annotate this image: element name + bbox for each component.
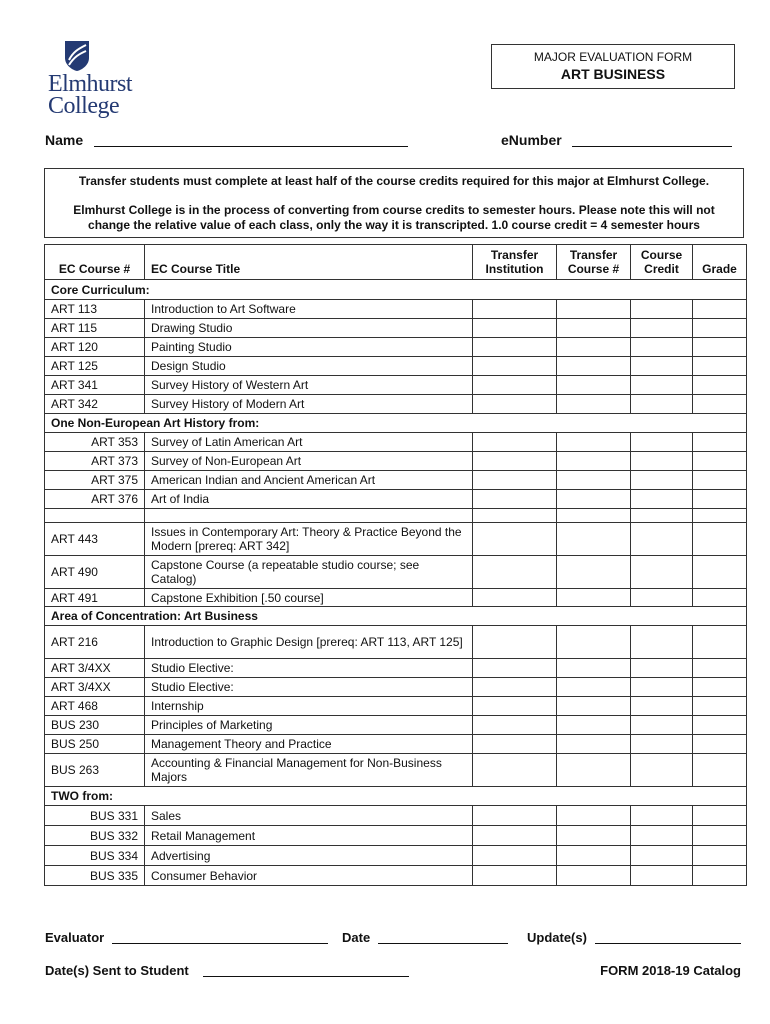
course-title: Survey of Latin American Art	[145, 433, 473, 452]
grade-cell[interactable]	[693, 300, 747, 319]
course-row	[45, 471, 747, 490]
grade-cell[interactable]	[693, 338, 747, 357]
course-number: ART 341	[45, 376, 145, 395]
course-row	[45, 866, 747, 886]
course-credit-cell[interactable]	[631, 556, 693, 589]
transfer-institution-cell[interactable]	[473, 300, 557, 319]
course-row	[45, 395, 747, 414]
course-number: ART 490	[45, 556, 145, 589]
course-credit-cell[interactable]	[631, 490, 693, 509]
transfer-institution-cell[interactable]	[473, 846, 557, 866]
transfer-course-cell[interactable]	[557, 716, 631, 735]
course-row	[45, 319, 747, 338]
grade-cell[interactable]	[693, 433, 747, 452]
course-title: Accounting & Financial Management for Non-Business Majors	[145, 754, 473, 787]
course-row	[45, 300, 747, 319]
transfer-course-cell[interactable]	[557, 589, 631, 607]
course-row	[45, 523, 747, 556]
transfer-institution-cell[interactable]	[473, 376, 557, 395]
transfer-course-cell[interactable]	[557, 754, 631, 787]
course-number: BUS 230	[45, 716, 145, 735]
transfer-course-cell[interactable]	[557, 471, 631, 490]
transfer-institution-cell[interactable]	[473, 338, 557, 357]
grade-cell[interactable]	[693, 556, 747, 589]
transfer-course-cell[interactable]	[557, 338, 631, 357]
course-row	[45, 806, 747, 826]
transfer-course-cell[interactable]	[557, 806, 631, 826]
sent-field[interactable]	[203, 976, 409, 977]
form-major: ART BUSINESS	[560, 66, 666, 82]
course-row	[45, 589, 747, 607]
course-row	[45, 735, 747, 754]
transfer-institution-cell[interactable]	[473, 678, 557, 697]
blank-cell	[473, 509, 557, 523]
transfer-course-cell[interactable]	[557, 826, 631, 846]
transfer-course-cell[interactable]	[557, 866, 631, 886]
grade-cell[interactable]	[693, 452, 747, 471]
course-title: Introduction to Art Software	[145, 300, 473, 319]
header-transfer-institution: Transfer Institution	[473, 245, 557, 280]
transfer-course-cell[interactable]	[557, 433, 631, 452]
section-title: TWO from:	[45, 787, 747, 806]
header-transfer-course: Transfer Course #	[557, 245, 631, 280]
course-row	[45, 697, 747, 716]
notice-line2: Elmhurst College is in the process of converting from course credits to semester hours. Please note this will not change the relative value of each class, only the way it is transcripted. 1.0 course credit = 4 semester hours	[73, 203, 715, 232]
header-ec-course: EC Course #	[45, 245, 145, 280]
evaluator-field[interactable]	[112, 943, 328, 944]
course-credit-cell[interactable]	[631, 357, 693, 376]
course-credit-cell[interactable]	[631, 716, 693, 735]
course-title: Design Studio	[145, 357, 473, 376]
transfer-course-cell[interactable]	[557, 735, 631, 754]
course-number: ART 443	[45, 523, 145, 556]
course-title: Survey History of Modern Art	[145, 395, 473, 414]
transfer-institution-cell[interactable]	[473, 490, 557, 509]
course-number: ART 376	[45, 490, 145, 509]
course-row	[45, 678, 747, 697]
transfer-course-cell[interactable]	[557, 523, 631, 556]
section-title: Core Curriculum:	[45, 280, 747, 300]
enumber-field[interactable]	[572, 146, 732, 147]
course-title: Studio Elective:	[145, 659, 473, 678]
course-number: ART 373	[45, 452, 145, 471]
logo-text-line1: Elmhurst	[48, 71, 132, 97]
course-credit-cell[interactable]	[631, 754, 693, 787]
transfer-course-cell[interactable]	[557, 452, 631, 471]
blank-cell	[693, 509, 747, 523]
grade-cell[interactable]	[693, 376, 747, 395]
course-credit-cell[interactable]	[631, 433, 693, 452]
course-title: Studio Elective:	[145, 678, 473, 697]
course-number: BUS 250	[45, 735, 145, 754]
course-credit-cell[interactable]	[631, 678, 693, 697]
transfer-course-cell[interactable]	[557, 846, 631, 866]
transfer-institution-cell[interactable]	[473, 357, 557, 376]
course-credit-cell[interactable]	[631, 626, 693, 659]
course-row	[45, 754, 747, 787]
header-course-credit: Course Credit	[631, 245, 693, 280]
course-number: ART 468	[45, 697, 145, 716]
course-title: Drawing Studio	[145, 319, 473, 338]
grade-cell[interactable]	[693, 697, 747, 716]
section-header-row	[45, 607, 747, 626]
course-row	[45, 556, 747, 589]
course-credit-cell[interactable]	[631, 395, 693, 414]
course-row	[45, 659, 747, 678]
course-row	[45, 452, 747, 471]
course-number: BUS 335	[45, 866, 145, 886]
course-row	[45, 716, 747, 735]
notice-box	[44, 168, 744, 238]
transfer-course-cell[interactable]	[557, 395, 631, 414]
grade-cell[interactable]	[693, 754, 747, 787]
transfer-institution-cell[interactable]	[473, 806, 557, 826]
grade-cell[interactable]	[693, 678, 747, 697]
course-row	[45, 376, 747, 395]
grade-cell[interactable]	[693, 589, 747, 607]
grade-cell[interactable]	[693, 357, 747, 376]
course-title: Painting Studio	[145, 338, 473, 357]
course-number: ART 216	[45, 626, 145, 659]
transfer-course-cell[interactable]	[557, 659, 631, 678]
transfer-course-cell[interactable]	[557, 357, 631, 376]
grade-cell[interactable]	[693, 319, 747, 338]
sent-label: Date(s) Sent to Student	[45, 963, 189, 978]
course-number: ART 3/4XX	[45, 678, 145, 697]
grade-cell[interactable]	[693, 866, 747, 886]
date-label: Date	[342, 930, 371, 945]
grade-cell[interactable]	[693, 806, 747, 826]
transfer-institution-cell[interactable]	[473, 452, 557, 471]
course-title: Art of India	[145, 490, 473, 509]
course-credit-cell[interactable]	[631, 697, 693, 716]
course-number: BUS 331	[45, 806, 145, 826]
course-credit-cell[interactable]	[631, 846, 693, 866]
course-title: Internship	[145, 697, 473, 716]
transfer-institution-cell[interactable]	[473, 735, 557, 754]
form-version: FORM 2018-19 Catalog	[600, 963, 741, 978]
course-number: ART 120	[45, 338, 145, 357]
form-title-box	[491, 44, 735, 89]
transfer-course-cell[interactable]	[557, 490, 631, 509]
course-number: ART 125	[45, 357, 145, 376]
section-header-row	[45, 414, 747, 433]
grade-cell[interactable]	[693, 490, 747, 509]
course-row	[45, 626, 747, 659]
course-title: Issues in Contemporary Art: Theory & Practice Beyond the Modern [prereq: ART 342]	[145, 523, 473, 556]
transfer-institution-cell[interactable]	[473, 659, 557, 678]
transfer-institution-cell[interactable]	[473, 319, 557, 338]
course-credit-cell[interactable]	[631, 338, 693, 357]
course-credit-cell[interactable]	[631, 589, 693, 607]
course-credit-cell[interactable]	[631, 300, 693, 319]
course-number: BUS 263	[45, 754, 145, 787]
course-number: BUS 334	[45, 846, 145, 866]
course-title: Capstone Course (a repeatable studio course; see Catalog)	[145, 556, 473, 589]
transfer-institution-cell[interactable]	[473, 866, 557, 886]
header-ec-title: EC Course Title	[145, 245, 473, 280]
grade-cell[interactable]	[693, 395, 747, 414]
transfer-course-cell[interactable]	[557, 300, 631, 319]
course-title: Advertising	[145, 846, 473, 866]
blank-cell	[145, 509, 473, 523]
grade-cell[interactable]	[693, 626, 747, 659]
course-number: ART 375	[45, 471, 145, 490]
form-label: MAJOR EVALUATION FORM	[533, 50, 693, 64]
transfer-institution-cell[interactable]	[473, 716, 557, 735]
course-row	[45, 433, 747, 452]
transfer-institution-cell[interactable]	[473, 433, 557, 452]
blank-cell	[631, 509, 693, 523]
course-credit-cell[interactable]	[631, 866, 693, 886]
course-credit-cell[interactable]	[631, 523, 693, 556]
course-row	[45, 338, 747, 357]
course-credit-cell[interactable]	[631, 452, 693, 471]
course-title: Principles of Marketing	[145, 716, 473, 735]
course-number: ART 3/4XX	[45, 659, 145, 678]
course-row	[45, 846, 747, 866]
course-credit-cell[interactable]	[631, 376, 693, 395]
section-title: One Non-European Art History from:	[45, 414, 747, 433]
course-title: Capstone Exhibition [.50 course]	[145, 589, 473, 607]
course-credit-cell[interactable]	[631, 826, 693, 846]
course-row	[45, 357, 747, 376]
transfer-institution-cell[interactable]	[473, 523, 557, 556]
evaluator-label: Evaluator	[45, 930, 105, 945]
course-title: Survey of Non-European Art	[145, 452, 473, 471]
enumber-label: eNumber	[501, 132, 562, 148]
transfer-course-cell[interactable]	[557, 678, 631, 697]
course-number: ART 342	[45, 395, 145, 414]
course-table-body	[45, 280, 747, 886]
college-logo	[46, 40, 146, 119]
grade-cell[interactable]	[693, 846, 747, 866]
course-title: American Indian and Ancient American Art	[145, 471, 473, 490]
name-label: Name	[45, 132, 84, 148]
course-credit-cell[interactable]	[631, 471, 693, 490]
name-field[interactable]	[94, 146, 408, 147]
course-title: Consumer Behavior	[145, 866, 473, 886]
transfer-institution-cell[interactable]	[473, 589, 557, 607]
transfer-course-cell[interactable]	[557, 697, 631, 716]
course-title: Survey History of Western Art	[145, 376, 473, 395]
course-title: Retail Management	[145, 826, 473, 846]
transfer-institution-cell[interactable]	[473, 471, 557, 490]
transfer-course-cell[interactable]	[557, 319, 631, 338]
transfer-institution-cell[interactable]	[473, 826, 557, 846]
course-title: Introduction to Graphic Design [prereq: ART 113, ART 125]	[145, 626, 473, 659]
blank-cell	[557, 509, 631, 523]
grade-cell[interactable]	[693, 659, 747, 678]
header-grade: Grade	[693, 245, 747, 280]
course-number: BUS 332	[45, 826, 145, 846]
date-field[interactable]	[378, 943, 508, 944]
transfer-course-cell[interactable]	[557, 376, 631, 395]
section-title: Area of Concentration: Art Business	[45, 607, 747, 626]
shield-icon	[64, 40, 90, 72]
logo-text-line2: College	[48, 93, 120, 119]
transfer-institution-cell[interactable]	[473, 754, 557, 787]
transfer-course-cell[interactable]	[557, 626, 631, 659]
course-credit-cell[interactable]	[631, 319, 693, 338]
transfer-institution-cell[interactable]	[473, 697, 557, 716]
course-number: ART 353	[45, 433, 145, 452]
grade-cell[interactable]	[693, 471, 747, 490]
course-row	[45, 490, 747, 509]
course-title: Sales	[145, 806, 473, 826]
transfer-institution-cell[interactable]	[473, 395, 557, 414]
updates-field[interactable]	[595, 943, 741, 944]
course-credit-cell[interactable]	[631, 735, 693, 754]
transfer-institution-cell[interactable]	[473, 626, 557, 659]
section-header-row	[45, 787, 747, 806]
blank-row	[45, 509, 747, 523]
course-row	[45, 826, 747, 846]
course-table	[44, 244, 747, 886]
course-number: ART 491	[45, 589, 145, 607]
grade-cell[interactable]	[693, 826, 747, 846]
section-header-row	[45, 280, 747, 300]
transfer-institution-cell[interactable]	[473, 556, 557, 589]
table-header-row	[45, 245, 747, 280]
course-credit-cell[interactable]	[631, 659, 693, 678]
updates-label: Update(s)	[527, 930, 587, 945]
notice-line1: Transfer students must complete at least half of the course credits required for this major at Elmhurst College.	[78, 174, 710, 188]
grade-cell[interactable]	[693, 735, 747, 754]
blank-cell	[45, 509, 145, 523]
grade-cell[interactable]	[693, 716, 747, 735]
grade-cell[interactable]	[693, 523, 747, 556]
course-number: ART 113	[45, 300, 145, 319]
course-title: Management Theory and Practice	[145, 735, 473, 754]
course-credit-cell[interactable]	[631, 806, 693, 826]
course-number: ART 115	[45, 319, 145, 338]
transfer-course-cell[interactable]	[557, 556, 631, 589]
